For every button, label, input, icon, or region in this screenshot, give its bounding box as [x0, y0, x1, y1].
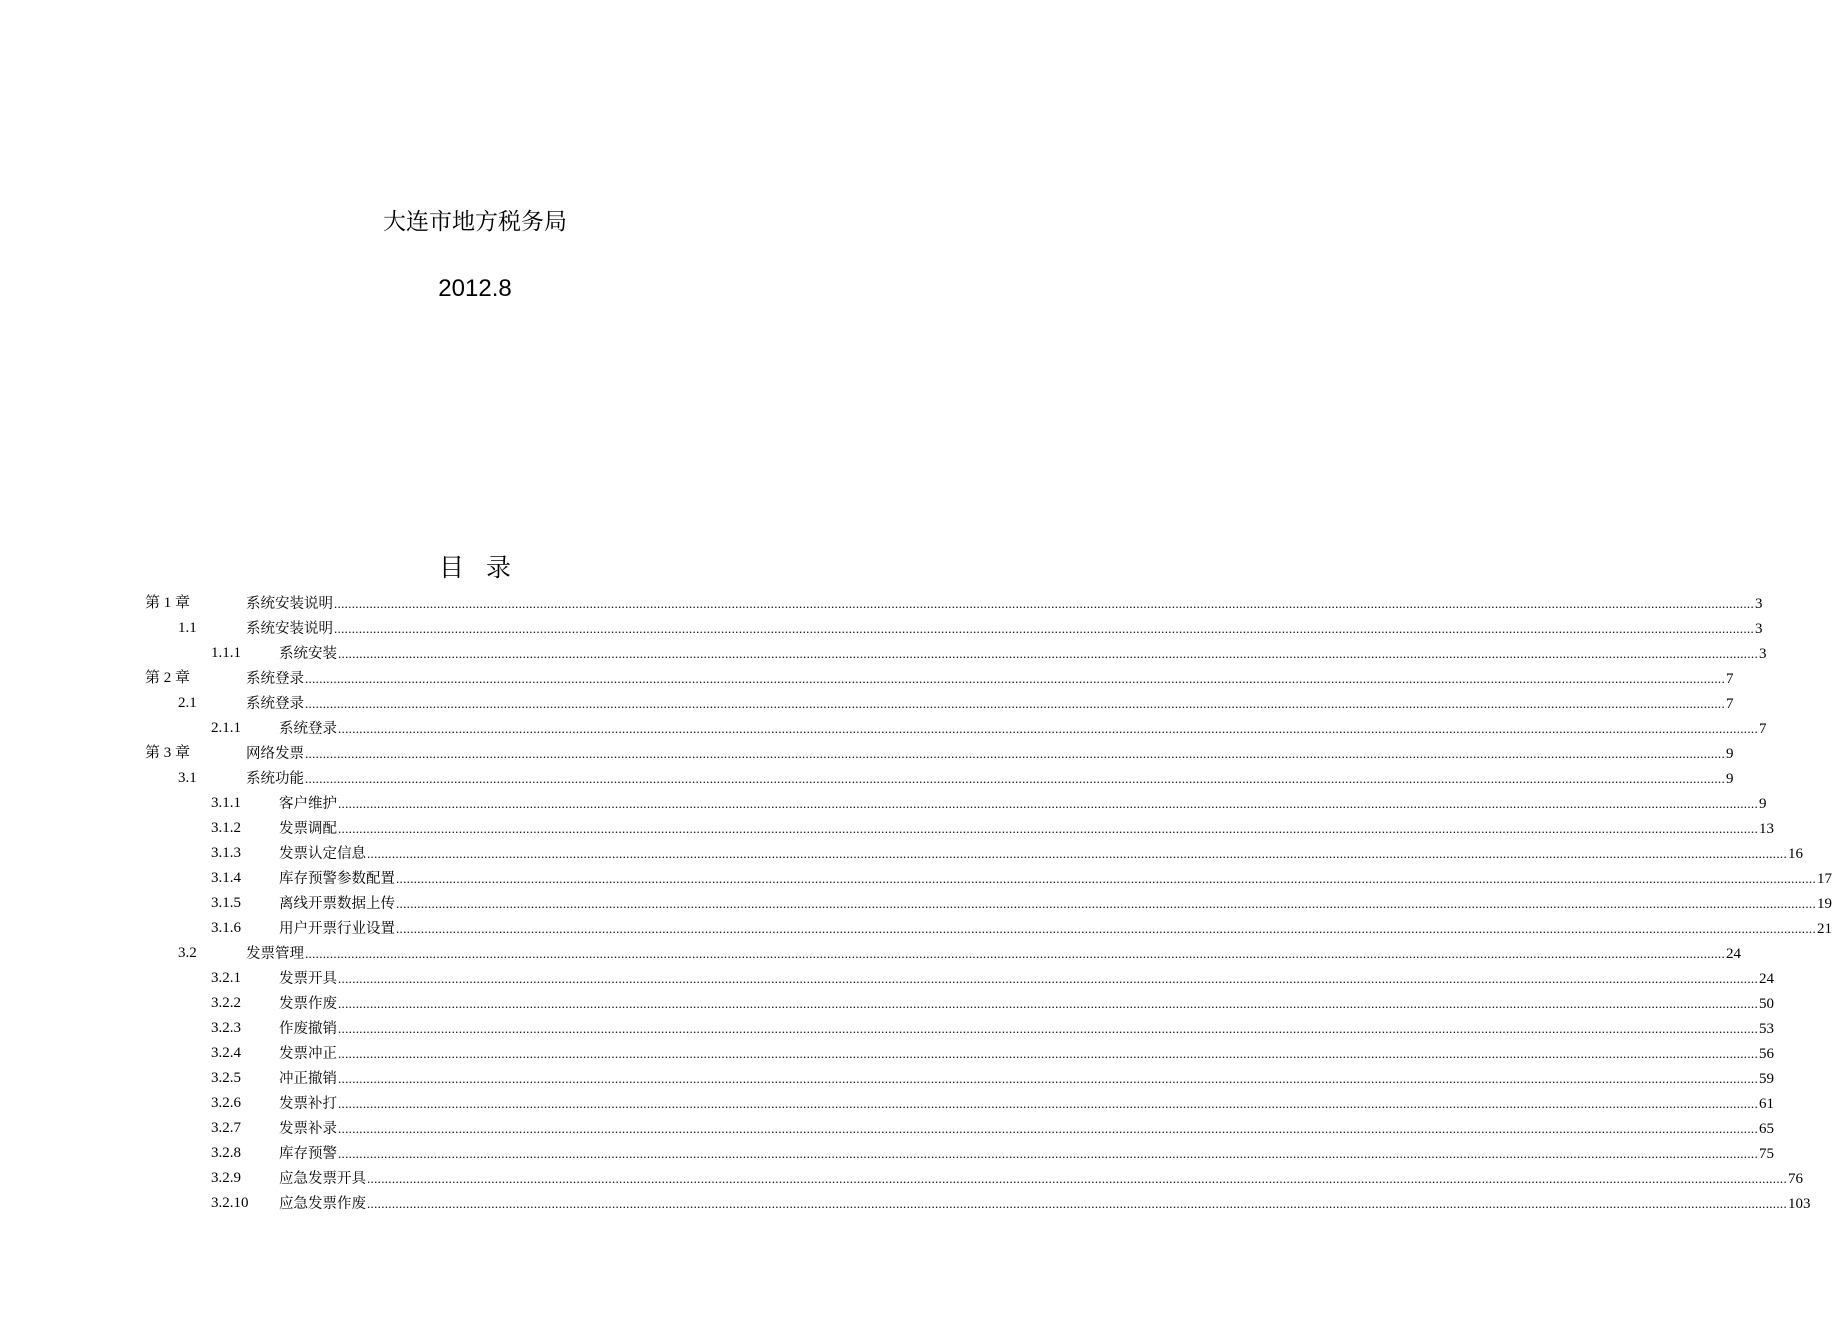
toc-dot-leader: ................................................................................................................................................................................................................................................................................................................................................................................................................ [305, 746, 1725, 761]
toc-entry-page: 24 [1726, 946, 1741, 962]
toc-entry[interactable] [0, 791, 1767, 816]
toc-entry-label: 发票开具 [279, 971, 337, 987]
toc-entry-number: 1.1.1 [211, 645, 241, 661]
toc-entry-label: 系统安装说明 [246, 596, 333, 612]
toc-entry[interactable] [0, 891, 1832, 916]
toc-entry[interactable] [0, 866, 1832, 891]
toc-entry[interactable] [0, 1016, 1774, 1041]
toc-entry-label: 发票作废 [279, 996, 337, 1012]
toc-dot-leader: ................................................................................................................................................................................................................................................................................................................................................................................................................ [396, 921, 1816, 936]
toc-entry-page: 3 [1755, 596, 1763, 612]
toc-entry-page: 75 [1759, 1146, 1774, 1162]
toc-entry[interactable] [0, 666, 1734, 691]
toc-dot-leader: ................................................................................................................................................................................................................................................................................................................................................................................................................ [338, 1021, 1758, 1036]
toc-entry-label: 发票认定信息 [279, 846, 366, 862]
toc-entry-page: 56 [1759, 1046, 1774, 1062]
toc-entry-number: 3.2.7 [211, 1120, 241, 1136]
toc-entry-number: 3.1.3 [211, 845, 241, 861]
toc-entry-number: 第 1 章 [145, 595, 191, 611]
toc-entry-page: 24 [1759, 971, 1774, 987]
toc-dot-leader: ................................................................................................................................................................................................................................................................................................................................................................................................................ [396, 871, 1816, 886]
toc-entry-page: 3 [1755, 621, 1763, 637]
toc-entry-label: 客户维护 [279, 796, 337, 812]
toc-entry-label: 系统登录 [246, 696, 304, 712]
toc-entry-number: 3.2.4 [211, 1045, 241, 1061]
toc-entry-label: 发票补打 [279, 1096, 337, 1112]
toc-entry[interactable] [0, 741, 1734, 766]
toc-dot-leader: ................................................................................................................................................................................................................................................................................................................................................................................................................ [367, 1171, 1787, 1186]
toc-entry-page: 13 [1759, 821, 1774, 837]
cover-organization: 大连市地方税务局 [383, 209, 567, 235]
toc-entry[interactable] [0, 1166, 1803, 1191]
toc-entry-number: 3.1.4 [211, 870, 241, 886]
toc-entry-number: 3.2.9 [211, 1170, 241, 1186]
toc-dot-leader: ................................................................................................................................................................................................................................................................................................................................................................................................................ [338, 721, 1758, 736]
toc-entry-number: 3.1.1 [211, 795, 241, 811]
toc-entry[interactable] [0, 916, 1832, 941]
toc-entry-page: 7 [1726, 671, 1734, 687]
toc-entry-label: 网络发票 [246, 746, 304, 762]
toc-entry[interactable] [0, 1041, 1774, 1066]
toc-entry-number: 3.1.2 [211, 820, 241, 836]
toc-dot-leader: ................................................................................................................................................................................................................................................................................................................................................................................................................ [338, 1146, 1758, 1161]
toc-entry-number: 3.1.5 [211, 895, 241, 911]
toc-entry[interactable] [0, 616, 1763, 641]
toc-entry-page: 65 [1759, 1121, 1774, 1137]
toc-dot-leader: ................................................................................................................................................................................................................................................................................................................................................................................................................ [338, 796, 1758, 811]
toc-dot-leader: ................................................................................................................................................................................................................................................................................................................................................................................................................ [305, 671, 1725, 686]
toc-entry-number: 2.1.1 [211, 720, 241, 736]
toc-entry-page: 7 [1759, 721, 1767, 737]
toc-entry-number: 3.2.8 [211, 1145, 241, 1161]
toc-entry-label: 用户开票行业设置 [279, 921, 395, 937]
toc-dot-leader: ................................................................................................................................................................................................................................................................................................................................................................................................................ [338, 996, 1758, 1011]
toc-entry[interactable] [0, 991, 1774, 1016]
toc-entry-label: 作废撤销 [279, 1021, 337, 1037]
toc-dot-leader: ................................................................................................................................................................................................................................................................................................................................................................................................................ [367, 846, 1787, 861]
toc-dot-leader: ................................................................................................................................................................................................................................................................................................................................................................................................................ [367, 1196, 1787, 1211]
toc-entry[interactable] [0, 591, 1763, 616]
toc-entry-number: 3.2.1 [211, 970, 241, 986]
toc-dot-leader: ................................................................................................................................................................................................................................................................................................................................................................................................................ [305, 771, 1725, 786]
toc-dot-leader: ................................................................................................................................................................................................................................................................................................................................................................................................................ [396, 896, 1816, 911]
toc-entry-label: 发票调配 [279, 821, 337, 837]
toc-entry-label: 系统登录 [246, 671, 304, 687]
toc-entry-number: 3.2.5 [211, 1070, 241, 1086]
toc-entry[interactable] [0, 641, 1767, 666]
toc-entry-page: 59 [1759, 1071, 1774, 1087]
toc-entry-number: 3.2.3 [211, 1020, 241, 1036]
toc-entry-page: 21 [1817, 921, 1832, 937]
toc-entry-number: 3.2 [178, 945, 197, 961]
toc-dot-leader: ................................................................................................................................................................................................................................................................................................................................................................................................................ [334, 621, 1754, 636]
toc-dot-leader: ................................................................................................................................................................................................................................................................................................................................................................................................................ [338, 1096, 1758, 1111]
toc-entry-page: 19 [1817, 896, 1832, 912]
toc-entry-label: 系统登录 [279, 721, 337, 737]
toc-entry-page: 61 [1759, 1096, 1774, 1112]
toc-entry[interactable] [0, 941, 1741, 966]
toc-entry[interactable] [0, 1116, 1774, 1141]
toc-entry[interactable] [0, 716, 1767, 741]
toc-entry[interactable] [0, 1066, 1774, 1091]
toc-entry-page: 9 [1759, 796, 1767, 812]
toc-entry-page: 53 [1759, 1021, 1774, 1037]
toc-entry-number: 3.2.10 [211, 1195, 249, 1211]
toc-entry[interactable] [0, 1091, 1774, 1116]
toc-entry-page: 17 [1817, 871, 1832, 887]
toc-dot-leader: ................................................................................................................................................................................................................................................................................................................................................................................................................ [338, 1046, 1758, 1061]
toc-entry-label: 离线开票数据上传 [279, 896, 395, 912]
toc-entry-label: 冲正撤销 [279, 1071, 337, 1087]
toc-entry-page: 50 [1759, 996, 1774, 1012]
toc-entry-number: 3.1.6 [211, 920, 241, 936]
toc-entry-number: 3.2.2 [211, 995, 241, 1011]
toc-entry-label: 发票冲正 [279, 1046, 337, 1062]
toc-dot-leader: ................................................................................................................................................................................................................................................................................................................................................................................................................ [305, 696, 1725, 711]
toc-entry[interactable] [0, 816, 1774, 841]
toc-entry[interactable] [0, 691, 1734, 716]
toc-entry-label: 发票补录 [279, 1121, 337, 1137]
toc-entry-number: 3.2.6 [211, 1095, 241, 1111]
cover-date: 2012.8 [438, 275, 512, 302]
toc-entry-page: 103 [1788, 1196, 1811, 1212]
toc-entry[interactable] [0, 766, 1734, 791]
toc-entry-number: 1.1 [178, 620, 197, 636]
toc-dot-leader: ................................................................................................................................................................................................................................................................................................................................................................................................................ [338, 1121, 1758, 1136]
toc-entry-number: 2.1 [178, 695, 197, 711]
toc-entry-page: 7 [1726, 696, 1734, 712]
toc-entry-label: 系统安装说明 [246, 621, 333, 637]
toc-entry-page: 9 [1726, 746, 1734, 762]
toc-title: 目录 [438, 553, 533, 582]
toc-entry-label: 系统安装 [279, 646, 337, 662]
toc-entry-label: 库存预警 [279, 1146, 337, 1162]
toc-entry[interactable] [0, 841, 1803, 866]
toc-dot-leader: ................................................................................................................................................................................................................................................................................................................................................................................................................ [338, 1071, 1758, 1086]
toc-entry-page: 3 [1759, 646, 1767, 662]
toc-entry-label: 应急发票作废 [279, 1196, 366, 1212]
toc-entry-number: 第 2 章 [145, 670, 191, 686]
toc-dot-leader: ................................................................................................................................................................................................................................................................................................................................................................................................................ [334, 596, 1754, 611]
toc-dot-leader: ................................................................................................................................................................................................................................................................................................................................................................................................................ [338, 821, 1758, 836]
toc-entry-number: 3.1 [178, 770, 197, 786]
toc-entry-page: 16 [1788, 846, 1803, 862]
toc-entry-page: 9 [1726, 771, 1734, 787]
toc-entry-label: 发票管理 [246, 946, 304, 962]
toc-dot-leader: ................................................................................................................................................................................................................................................................................................................................................................................................................ [338, 646, 1758, 661]
toc-entry-label: 应急发票开具 [279, 1171, 366, 1187]
toc-entry-number: 第 3 章 [145, 745, 191, 761]
toc-entry[interactable] [0, 966, 1774, 991]
toc-entry-label: 系统功能 [246, 771, 304, 787]
toc-entry-label: 库存预警参数配置 [279, 871, 395, 887]
toc-entry[interactable] [0, 1191, 1811, 1216]
toc-entry[interactable] [0, 1141, 1774, 1166]
toc-dot-leader: ................................................................................................................................................................................................................................................................................................................................................................................................................ [338, 971, 1758, 986]
toc-dot-leader: ................................................................................................................................................................................................................................................................................................................................................................................................................ [305, 946, 1725, 961]
toc-entry-page: 76 [1788, 1171, 1803, 1187]
